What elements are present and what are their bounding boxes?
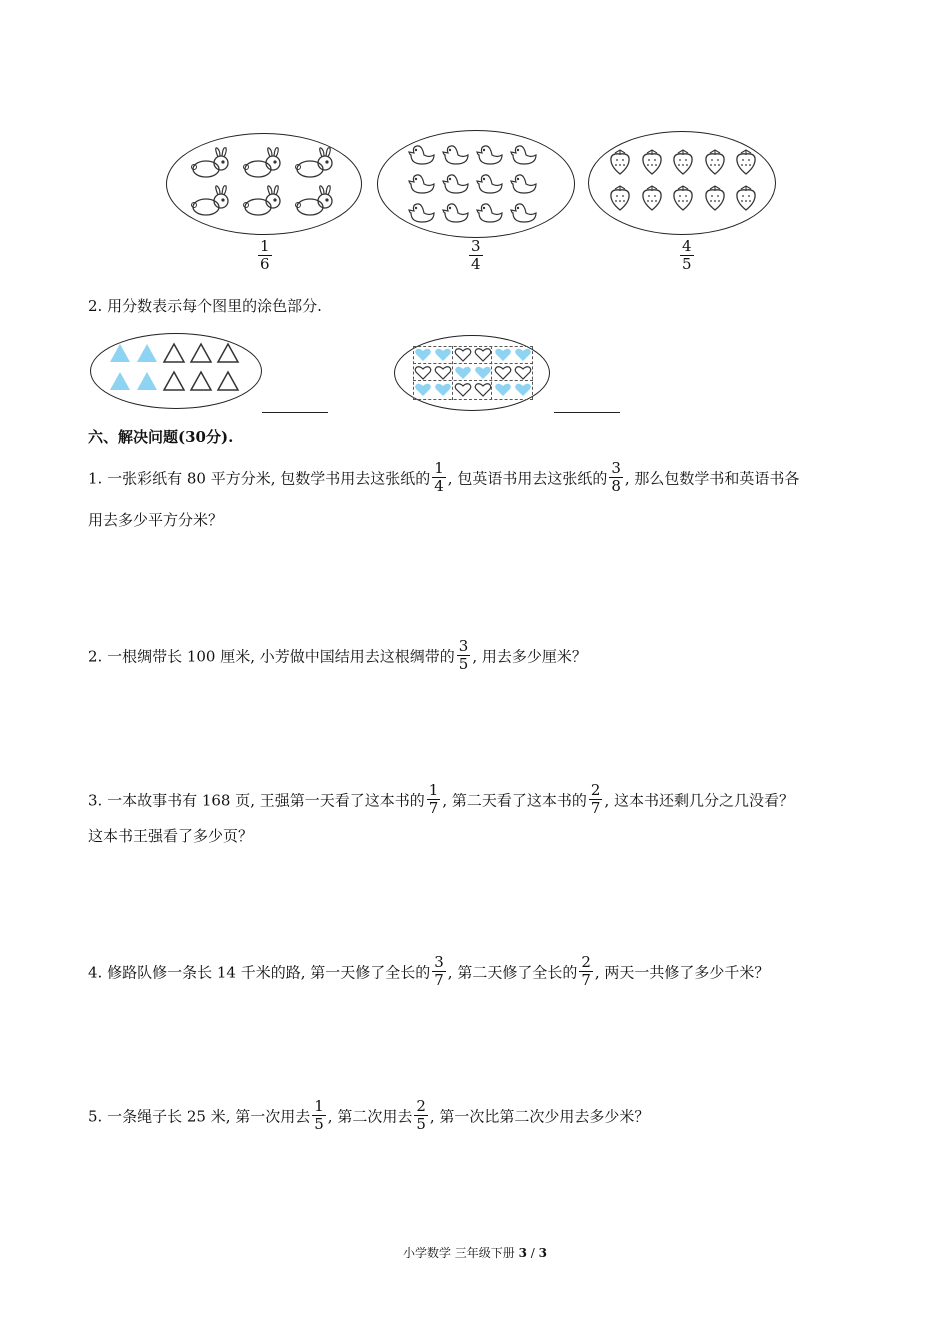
fraction xyxy=(427,782,441,817)
numerator: 2 xyxy=(581,953,591,971)
numerator: 2 xyxy=(416,1097,426,1115)
numerator: 4 xyxy=(682,237,692,255)
strawberry-icon xyxy=(671,184,695,212)
heart-icon xyxy=(494,365,512,381)
triangle-icon xyxy=(216,341,240,365)
fraction-strawberries xyxy=(678,237,696,275)
strawberry-grid xyxy=(608,148,766,220)
rabbit-icon xyxy=(190,184,232,218)
rabbit-icon xyxy=(190,146,232,180)
fraction xyxy=(414,1098,428,1133)
heart-icon xyxy=(454,382,472,398)
triangle-icon xyxy=(189,341,213,365)
numerator: 3 xyxy=(458,637,469,655)
denominator: 5 xyxy=(314,1115,324,1133)
answer-blank-2[interactable] xyxy=(554,412,620,413)
problem-1-text-b: , 包英语书用去这张纸的 xyxy=(447,469,608,488)
triangle-icon xyxy=(108,341,132,365)
fraction xyxy=(432,954,446,989)
denominator: 7 xyxy=(434,971,444,989)
duck-icon xyxy=(475,170,505,196)
duck-icon xyxy=(441,199,471,225)
heart-icon xyxy=(434,365,452,381)
triangle-icon xyxy=(135,341,159,365)
fraction xyxy=(312,1098,326,1133)
triangle-icon xyxy=(216,369,240,393)
triangle-icon xyxy=(162,341,186,365)
numerator: 3 xyxy=(434,953,444,971)
denominator: 5 xyxy=(458,655,469,673)
problem-2 xyxy=(88,637,587,675)
problem-3 xyxy=(88,781,794,819)
triangle-icon xyxy=(189,369,213,393)
problem-4 xyxy=(88,953,770,991)
heart-icon xyxy=(454,347,472,363)
rabbit-icon xyxy=(294,184,336,218)
duck-icon xyxy=(407,141,437,167)
duck-icon xyxy=(407,199,437,225)
denominator: 4 xyxy=(471,255,481,273)
duck-icon xyxy=(475,141,505,167)
section-6-title: 六、解决问题(30分). xyxy=(88,428,234,446)
denominator: 5 xyxy=(682,255,692,273)
heart-icon xyxy=(474,382,492,398)
problem-2-text-b: , 用去多少厘米？ xyxy=(472,647,587,666)
triangle-icon xyxy=(108,369,132,393)
fraction-rabbits xyxy=(256,237,274,275)
denominator: 7 xyxy=(428,799,439,817)
heart-icon xyxy=(414,347,432,363)
heart-icon xyxy=(414,365,432,381)
problem-5-text-c: , 第一次比第二次少用去多少米？ xyxy=(429,1107,650,1126)
numerator: 2 xyxy=(590,781,601,799)
heart-icon xyxy=(434,382,452,398)
rabbit-grid xyxy=(190,146,346,222)
problem-3-line-2: 这本书王强看了多少页？ xyxy=(88,827,254,845)
problem-4-text-b: , 第二天修了全长的 xyxy=(447,963,578,982)
heart-icon xyxy=(454,365,472,381)
numerator: 1 xyxy=(314,1097,324,1115)
problem-4-text-c: , 两天一共修了多少千米？ xyxy=(594,963,770,982)
triangle-grid xyxy=(108,341,243,397)
heart-icon xyxy=(514,382,532,398)
numerator: 1 xyxy=(434,459,444,477)
strawberry-icon xyxy=(608,184,632,212)
duck-icon xyxy=(441,170,471,196)
heart-icon xyxy=(474,365,492,381)
strawberry-icon xyxy=(703,184,727,212)
fraction xyxy=(579,954,593,989)
problem-1 xyxy=(88,459,800,497)
footer-page-sep: / xyxy=(526,1246,539,1260)
problem-1-text-a: 1. 一张彩纸有 80 平方分米, 包数学书用去这张纸的 xyxy=(88,469,431,488)
numerator: 1 xyxy=(428,781,439,799)
heart-grid xyxy=(414,347,534,400)
denominator: 4 xyxy=(434,477,444,495)
numerator: 1 xyxy=(260,237,270,255)
problem-4-text-a: 4. 修路队修一条长 14 千米的路, 第一天修了全长的 xyxy=(88,963,431,982)
numerator: 3 xyxy=(471,237,481,255)
rabbit-icon xyxy=(294,146,336,180)
heart-icon xyxy=(474,347,492,363)
duck-icon xyxy=(407,170,437,196)
numerator: 3 xyxy=(611,459,621,477)
answer-blank-1[interactable] xyxy=(262,412,328,413)
footer-page-current: 3 xyxy=(518,1246,527,1260)
rabbit-icon xyxy=(242,184,284,218)
problem-5-text-a: 5. 一条绳子长 25 米, 第一次用去 xyxy=(88,1107,311,1126)
heart-icon xyxy=(494,382,512,398)
footer-page-total: 3 xyxy=(538,1246,548,1260)
problem-2-text-a: 2. 一根绸带长 100 厘米, 小芳做中国结用去这根绸带的 xyxy=(88,647,455,666)
rabbit-icon xyxy=(242,146,284,180)
duck-grid xyxy=(407,141,543,228)
duck-icon xyxy=(509,199,539,225)
heart-icon xyxy=(414,382,432,398)
problem-1-text-c: , 那么包数学书和英语书各 xyxy=(624,469,800,488)
page-footer xyxy=(0,1245,950,1261)
heart-icon xyxy=(514,347,532,363)
denominator: 7 xyxy=(581,971,591,989)
triangle-icon xyxy=(162,369,186,393)
strawberry-icon xyxy=(640,184,664,212)
problem-5 xyxy=(88,1097,650,1135)
heart-icon xyxy=(434,347,452,363)
fraction xyxy=(457,638,471,673)
fraction xyxy=(609,460,623,495)
duck-icon xyxy=(509,170,539,196)
strawberry-icon xyxy=(640,148,664,176)
denominator: 5 xyxy=(416,1115,426,1133)
duck-icon xyxy=(441,141,471,167)
duck-icon xyxy=(475,199,505,225)
heart-icon xyxy=(514,365,532,381)
strawberry-icon xyxy=(734,184,758,212)
triangle-icon xyxy=(135,369,159,393)
strawberry-icon xyxy=(734,148,758,176)
footer-subject: 小学数学 三年级下册 xyxy=(402,1246,515,1260)
problem-1-line-2: 用去多少平方分米？ xyxy=(88,511,224,529)
question-2-text: 2. 用分数表示每个图里的涂色部分. xyxy=(88,297,322,315)
heart-icon xyxy=(494,347,512,363)
problem-3-text-b: , 第二天看了这本书的 xyxy=(442,791,587,810)
duck-icon xyxy=(509,141,539,167)
strawberry-icon xyxy=(671,148,695,176)
problem-5-text-b: , 第二次用去 xyxy=(327,1107,413,1126)
denominator: 8 xyxy=(611,477,621,495)
fraction xyxy=(589,782,603,817)
fraction xyxy=(432,460,446,495)
strawberry-icon xyxy=(703,148,727,176)
denominator: 6 xyxy=(260,255,270,273)
fraction-ducks xyxy=(467,237,485,275)
problem-3-text-a: 3. 一本故事书有 168 页, 王强第一天看了这本书的 xyxy=(88,791,425,810)
denominator: 7 xyxy=(590,799,601,817)
problem-3-text-c: , 这本书还剩几分之几没看？ xyxy=(604,791,794,810)
strawberry-icon xyxy=(608,148,632,176)
